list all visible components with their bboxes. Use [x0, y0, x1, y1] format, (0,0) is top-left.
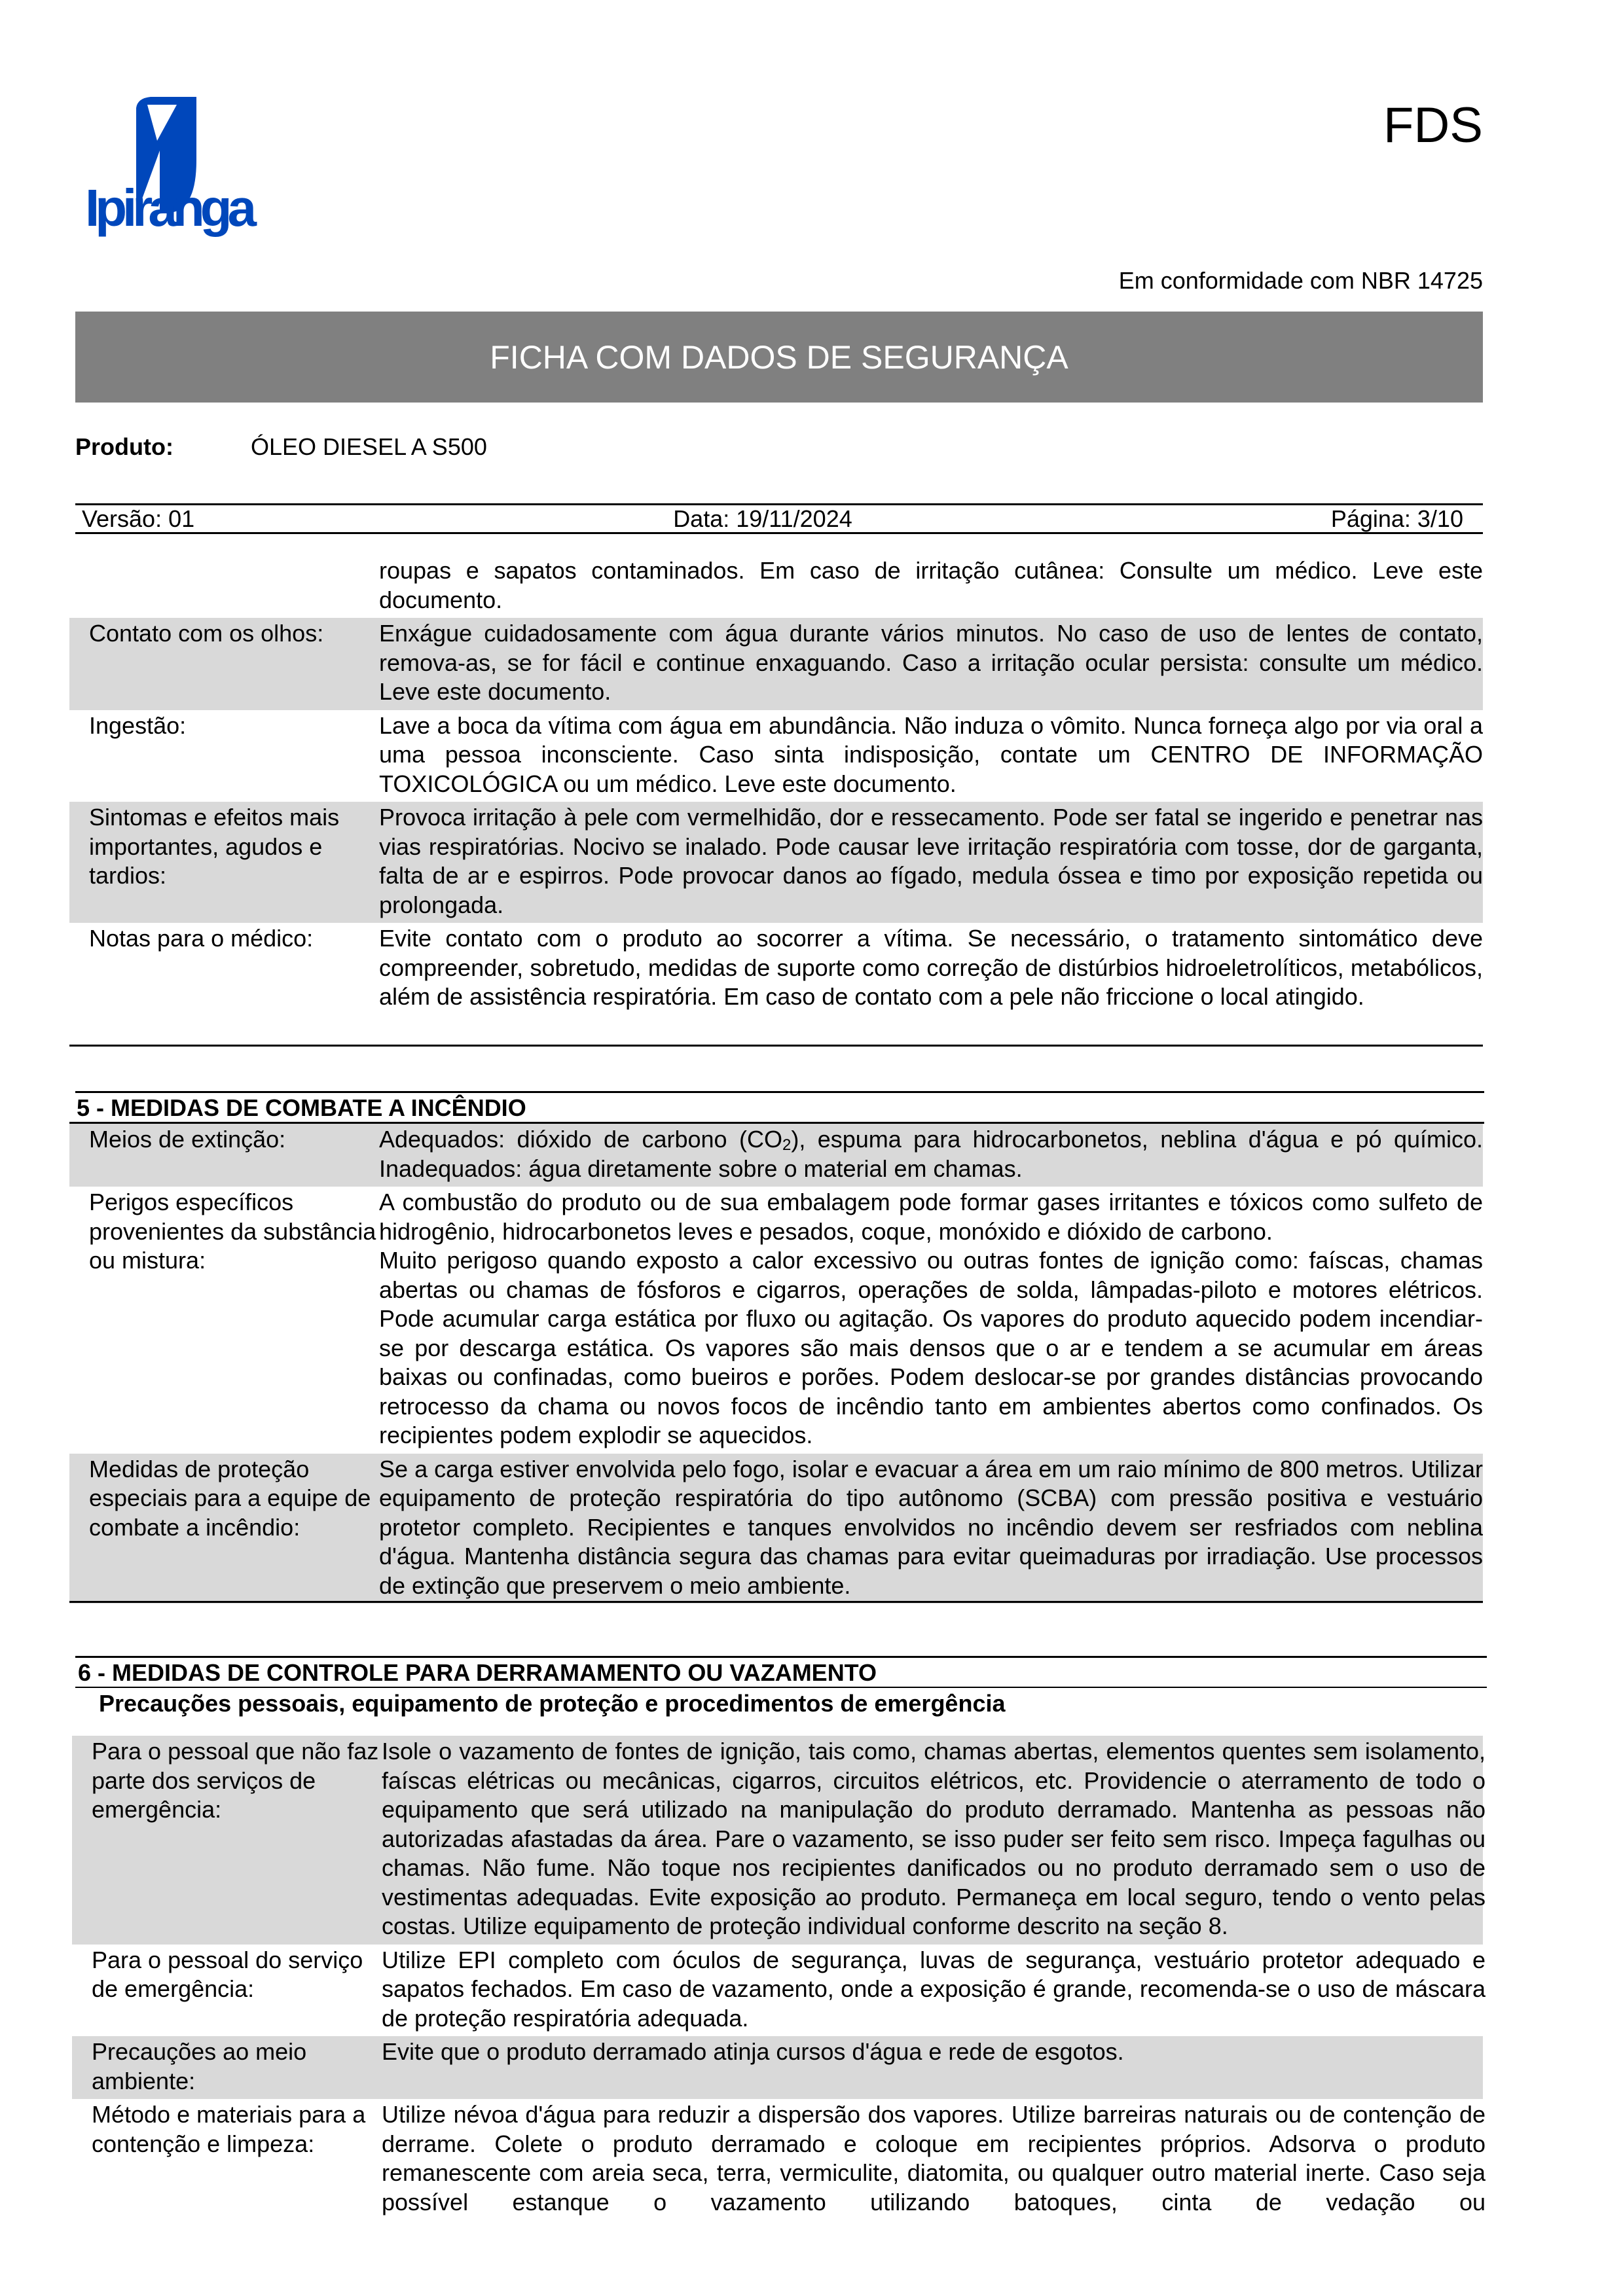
- ipiranga-logo: [85, 95, 262, 239]
- row-label: Notas para o médico:: [89, 925, 314, 952]
- svg-text:Ipiranga: Ipiranga: [85, 179, 257, 237]
- value-text: A combustão do produto ou de sua embalagem pode formar gases irritantes e tóxicos como sulfeto de hidrogênio, hidrocarbonetos leves e pesados, coque, monóxido e dióxido de carbono.: [379, 1189, 1483, 1245]
- value-text: ), espuma para hidrocarbonetos, neblina d'água e pó químico. Inadequados: água diretamente sobre o material em chamas.: [379, 1126, 1483, 1182]
- divider: [75, 1091, 1484, 1093]
- row-label: Método e materiais para a contenção e limpeza:: [92, 2101, 366, 2157]
- version: Versão: 01: [82, 505, 195, 532]
- divider: [69, 1601, 1483, 1603]
- table-row: [69, 802, 1483, 923]
- row-label: Para o pessoal que não faz parte dos serviços de emergência:: [92, 1738, 379, 1823]
- divider: [69, 1045, 1483, 1047]
- row-value: roupas e sapatos contaminados. Em caso de irritação cutânea: Consulte um médico. Leve este documento.: [379, 557, 1483, 613]
- row-label: Perigos específicos provenientes da substância ou mistura:: [89, 1189, 376, 1274]
- row-label: Contato com os olhos:: [89, 620, 324, 647]
- section4-table: [69, 555, 1483, 1015]
- divider: [75, 1687, 1487, 1688]
- product-value: ÓLEO DIESEL A S500: [251, 433, 487, 460]
- row-label: [69, 556, 379, 615]
- document-title-banner: FICHA COM DADOS DE SEGURANÇA: [75, 312, 1483, 403]
- table-row: [72, 2036, 1483, 2099]
- value-text: Muito perigoso quando exposto a calor excessivo ou outras fontes de ignição como: faíscas, chamas abertas ou chamas de fósforos e cigarros, operações de solda, lâmpadas-piloto e motores elétricos. Pode acumular carga estática por fluxo ou agitação. Os vapores do produto aquecido podem incendiar-se por descarga estática. Os vapores são mais densos que o ar e tendem a se acumular em áreas baixas ou confinadas, como bueiros e porões. Podem deslocar-se por grandes distâncias provocando retrocesso da chama ou novos focos de incêndio tanto em ambientes abertos como confinados. Os recipientes podem explodir se aquecidos.: [379, 1247, 1483, 1448]
- section6-subtitle: Precauções pessoais, equipamento de proteção e procedimentos de emergência: [99, 1690, 1006, 1717]
- section5-title: 5 - MEDIDAS DE COMBATE A INCÊNDIO: [77, 1094, 526, 1121]
- row-value: Utilize névoa d'água para reduzir a dispersão dos vapores. Utilize barreiras naturais ou de contenção de derrame. Colete o produto derramado e coloque em recipientes próprios. Adsorva o produto remanescente com areia seca, terra, vermiculite, diatomita, ou qualquer outro material inerte. Caso seja possível estanque o vazamento utilizando batoques, cinta de vedação ou: [382, 2101, 1486, 2215]
- page-number: Página: 3/10: [1330, 505, 1463, 532]
- table-row: [69, 555, 1483, 618]
- row-value: Evite que o produto derramado atinja cursos d'água e rede de esgotos.: [382, 2038, 1124, 2065]
- row-value: Evite contato com o produto ao socorrer a vítima. Se necessário, o tratamento sintomático deve compreender, sobretudo, medidas de suporte como correção de distúrbios hidroeletrolíticos, metabólicos, além de assistência respiratória. Em caso de contato com a pele não friccione o local atingido.: [379, 925, 1483, 1010]
- row-value: Utilize EPI completo com óculos de segurança, luvas de segurança, vestuário protetor adequado e sapatos fechados. Em caso de vazamento, onde a exposição é grande, recomenda-se o uso de máscara de proteção respiratória adequada.: [382, 1946, 1486, 2032]
- table-row: [69, 618, 1483, 710]
- row-label: Meios de extinção:: [89, 1126, 286, 1153]
- table-row: [72, 1945, 1486, 2037]
- row-value: [379, 1125, 1483, 1183]
- section6-title: 6 - MEDIDAS DE CONTROLE PARA DERRAMAMENTO OU VAZAMENTO: [78, 1659, 877, 1686]
- table-row: [69, 923, 1483, 1015]
- compliance-note: Em conformidade com NBR 14725: [1118, 267, 1483, 294]
- table-row: [69, 1454, 1483, 1604]
- row-value: Provoca irritação à pele com vermelhidão, dor e ressecamento. Pode ser fatal se ingerido e penetrar nas vias respiratórias. Nocivo se inalado. Pode causar leve irritação respiratória com tosse, dor de garganta, falta de ar e espirros. Pode provocar danos ao fígado, medula óssea e timo por exposição repetida ou prolongada.: [379, 804, 1483, 918]
- row-value: Enxágue cuidadosamente com água durante vários minutos. No caso de uso de lentes de contato, remova-as, se for fácil e continue enxaguando. Caso a irritação ocular persista: consulte um médico. Leve este documento.: [379, 620, 1483, 705]
- divider: [75, 1656, 1487, 1658]
- table-row: [69, 710, 1483, 802]
- table-row: [72, 2099, 1486, 2220]
- table-row: [69, 1187, 1483, 1454]
- row-label: Medidas de proteção especiais para a equipe de combate a incêndio:: [89, 1455, 371, 1541]
- date: Data: 19/11/2024: [673, 505, 852, 532]
- row-label: Para o pessoal do serviço de emergência:: [92, 1946, 363, 2002]
- section5-table: [69, 1124, 1483, 1604]
- row-value: Se a carga estiver envolvida pelo fogo, isolar e evacuar a área em um raio mínimo de 800 metros. Utilizar equipamento de proteção respiratória do tipo autônomo (SCBA) com pressão positiva e vestuário protetor completo. Recipientes e tanques envolvidos no incêndio devem ser resfriados com neblina d'água. Mantenha distância segura das chamas para evitar queimaduras por irradiação. Use processos de extinção que preservem o meio ambiente.: [379, 1455, 1483, 1599]
- row-label: Ingestão:: [89, 711, 187, 739]
- row-value: Isole o vazamento de fontes de ignição, tais como, chamas abertas, elementos quentes sem isolamento, faíscas elétricas ou mecânicas, cigarros, circuitos elétricos, etc. Providencie o aterramento de todo o equipamento que será utilizado na manipulação do produto derramado. Mantenha as pessoas não autorizadas afastadas da área. Pare o vazamento, se isso puder ser feito sem risco. Impeça fagulhas ou chamas. Não fume. Não toque nos recipientes danificados ou no produto derramado sem o uso de vestimentas adequadas. Evite exposição ao produto. Permaneça em local seguro, tendo o vento pelas costas. Utilize equipamento de proteção individual conforme descrito na seção 8.: [382, 1738, 1486, 1939]
- product-line: [75, 433, 487, 461]
- row-label: Sintomas e efeitos mais importantes, agudos e tardios:: [89, 804, 340, 889]
- document-type: FDS: [1383, 98, 1483, 153]
- subscript: 2: [782, 1136, 792, 1154]
- product-label: Produto:: [75, 433, 173, 460]
- value-text: Adequados: dióxido de carbono (CO: [379, 1126, 782, 1153]
- table-row: [72, 1736, 1486, 1945]
- row-label: Precauções ao meio ambiente:: [92, 2038, 307, 2094]
- version-bar: [75, 503, 1483, 534]
- table-row: [69, 1124, 1483, 1187]
- row-value: [379, 1188, 1483, 1450]
- row-value: Lave a boca da vítima com água em abundância. Não induza o vômito. Nunca forneça algo por via oral a uma pessoa inconsciente. Caso sinta indisposição, contate um CENTRO DE INFORMAÇÃO TOXICOLÓGICA ou um médico. Leve este documento.: [379, 711, 1483, 797]
- section6-table: [72, 1736, 1486, 2220]
